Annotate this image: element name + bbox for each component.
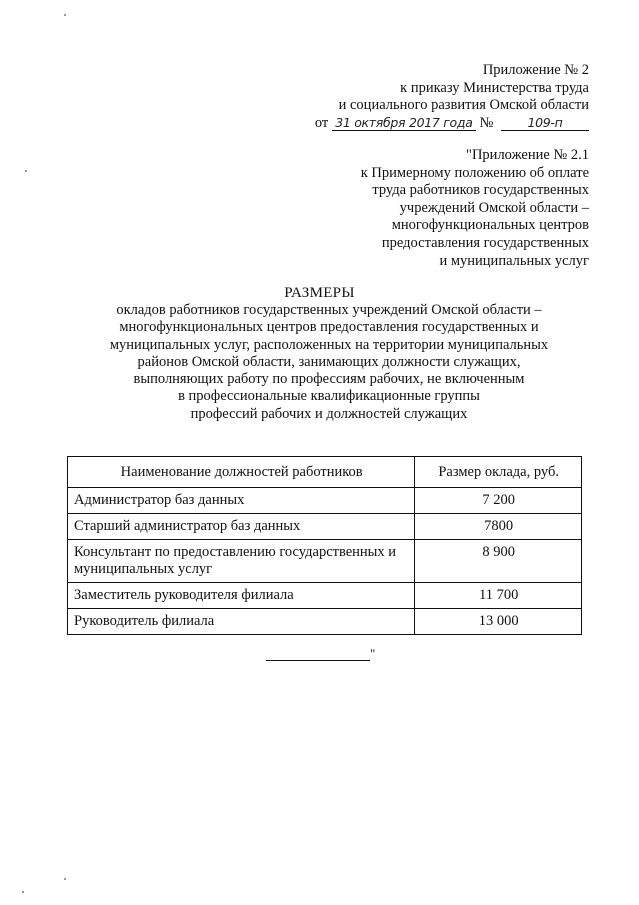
position-cell: Администратор баз данных xyxy=(68,488,415,514)
position-cell: Старший администратор баз данных xyxy=(68,514,415,540)
subtitle-line: выполняющих работу по профессиям рабочих, не включенным xyxy=(133,371,525,388)
appendix-order-ref: к приказу Министерства труда xyxy=(400,79,589,96)
scan-speck xyxy=(64,878,66,880)
table-row xyxy=(68,609,582,635)
scan-speck xyxy=(25,170,27,172)
table-row xyxy=(68,514,582,540)
salary-cell: 11 700 xyxy=(415,583,582,609)
subtitle-line: в профессиональные квалификационные группы xyxy=(178,388,480,405)
salary-cell: 7800 xyxy=(415,514,582,540)
sub-appendix-line: и муниципальных услуг xyxy=(439,252,589,269)
column-header-salary: Размер оклада, руб. xyxy=(415,457,582,488)
document-title: РАЗМЕРЫ xyxy=(284,285,355,301)
sub-appendix-line: предоставления государственных xyxy=(381,234,589,251)
column-header-position: Наименование должностей работников xyxy=(68,457,415,488)
scan-speck xyxy=(22,891,24,893)
closing-quote: " xyxy=(370,646,376,661)
sub-appendix-line: учреждений Омской области – xyxy=(399,199,589,216)
subtitle-line: окладов работников государственных учреждений Омской области – xyxy=(116,302,542,318)
subtitle-line: районов Омской области, занимающих должности служащих, xyxy=(137,353,521,370)
appendix-ministry: и социального развития Омской области xyxy=(338,97,589,114)
sub-appendix-header xyxy=(361,147,589,270)
table-row xyxy=(68,488,582,514)
table-row xyxy=(68,583,582,609)
order-date-handwritten: 31 октября 2017 года xyxy=(332,116,476,131)
position-cell: Заместитель руководителя филиала xyxy=(68,583,415,609)
order-number-handwritten: 109-п xyxy=(501,116,589,131)
table-header-row xyxy=(68,457,582,488)
closing-rule xyxy=(266,660,370,661)
appendix-header xyxy=(315,62,589,132)
salary-cell: 7 200 xyxy=(415,488,582,514)
salary-cell: 8 900 xyxy=(415,540,582,583)
sub-appendix-line: "Приложение № 2.1 xyxy=(466,147,589,163)
salary-table xyxy=(67,456,582,635)
position-cell: Консультант по предоставлению государственных и муниципальных услуг xyxy=(68,540,415,583)
salary-cell: 13 000 xyxy=(415,609,582,635)
scan-speck xyxy=(64,14,66,16)
subtitle-line: многофункциональных центров предоставления государственных и xyxy=(119,319,539,336)
order-number-label: № xyxy=(479,114,494,131)
sub-appendix-line: многофункциональных центров xyxy=(391,217,589,234)
table-row xyxy=(68,540,582,583)
order-prefix: от xyxy=(314,114,329,131)
position-cell: Руководитель филиала xyxy=(68,609,415,635)
document-subtitle xyxy=(64,302,594,423)
appendix-title: Приложение № 2 xyxy=(482,62,589,78)
subtitle-line: муниципальных услуг, расположенных на территории муниципальных xyxy=(109,336,549,353)
sub-appendix-line: к Примерному положению об оплате xyxy=(360,164,589,181)
subtitle-line: профессий рабочих и должностей служащих xyxy=(190,405,468,422)
sub-appendix-line: труда работников государственных xyxy=(372,182,589,199)
order-line xyxy=(315,115,589,133)
